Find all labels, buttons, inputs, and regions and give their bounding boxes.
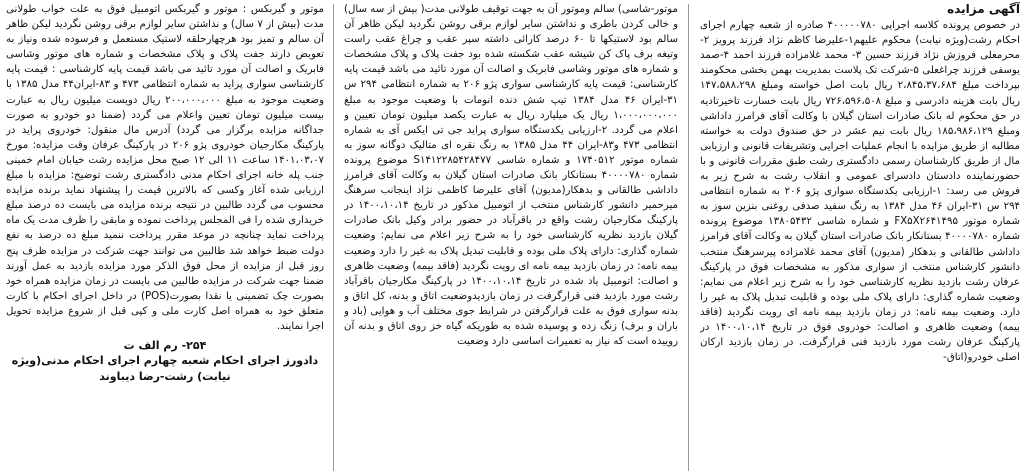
reference-number: ۲۵۴- رم الف ت — [123, 339, 207, 353]
signature-line-1: دادورز اجرای احکام شعبه چهارم اجرای احکام مدنی(ویژه — [11, 354, 319, 368]
notice-title: آگهی مزایده — [947, 2, 1020, 16]
notice-paragraph: در خصوص پرونده کلاسه اجرایی ۴۰۰۰۰۰۷۸۰ صادره از شعبه چهارم اجرای احکام رشت(ویژه نیابت) محکوم علیهم۱-علیرضا کاظم نژاد فرزند پرویز ۲-محرمعلی فروزش نژاد فرزند حسین ۳- محمد غلامزاده فرزند احمد ۴-صمد یوسفی فرزند چراغعلی ۵-شرکت تک پلاست بمدیریت بهمن بخشی محکومند بپرداخت مبلغ ۲،۸۴۵،۳۷،۶۸۴ ریال بابت اصل خواسته ومبلغ ۱۴۷،۵۸۸،۲۹۸ ریال بابت هزینه دادرسی و مبلغ ۷۲۶،۵۹۶،۵۰۸ ریال بابت خسارت تاخیرتادیه در حق محکوم له بانک صادرات استان گیلان با وکالت آقای فرامرز داداشی ومبلغ ۱۸۵،۹۸۶،۱۲۹ ریال بابت نیم عشر در حق صندوق دولت به خواسته مطالبه از طریق مزایده با انجام عملیات اجرایی وتشریفات قانونی و ارزیابی مال از طریق کارشناسان رسمی دادگستری رشت طبق مقررات قانونی و با حضورنماینده دادستان دادسرای عمومی و انقلاب رشت به شرح زیر به فروش می رسد: ۱-ارزیابی یکدستگاه سواری پژو ۲۰۶ به شماره انتظامی ۲۹۴ س ۳۱-ایران ۴۶ مدل ۱۳۸۴ به رنگ سفید صدفی روغنی بنزین سوز به شماره موتور FX۵X۲۶۴۱۴۹۵ و شماره شاسی ۱۳۸۰۵۴۳۲ موضوع پرونده شماره ۴۰۰۰۰۷۸۰ بستانکار بانک صادرات استان گیلان به وکالت آقای فرامرز داداشی طالقانی و بدهکار (مدیون) آقای محمد غلامزاده پیرسرهنگ منتخب دانشور کارشناس منتخب از سواری مذکور به مشخصات فوق در پارکینگ عرفان رشت بازدید نظریه کارشناسی خود را به شرح زیر اعلام می نمایم: وضعیت شماره گذاری: دارای پلاک ملی بوده و قابلیت تبدیل پلاک به غیر را دارد. وضعیت بیمه نامه: در زمان بازدید بیمه نامه ای رویت نگردید (فاقد بیمه) وضعیت ظاهری و اصالت: خودروی فوق در تاریخ ۱۴۰۰،۱۰،۱۴ در پارکینگ عرفان رشت مورد بازدید فنی قرارگرفت. در زمان بازدید ارکان اصلی خودرو(اتاق- — [700, 20, 1020, 364]
notice-column-3 — [6, 2, 324, 473]
notice-paragraph: موتور و گیربکس : موتور و گیربکس اتومبیل فوق به علت خواب طولانی مدت (بیش از ۷ سال) و نداشتن سایر لوازم برقی روشن نگردید لیکن ظاهر آن سالم و تمیز بود هرچهارحلقه لاستیک مستعمل و فرسوده شده ونیاز به تعویض دارند جفت پلاک و پلاک مشخصات و شماره های موتور وشاسی فابریک و اصالت آن مورد تائید می باشد قیمت پایه کارشناسی : قیمت پایه کارشناسی سواری پراید به شماره انتظامی ۴۷۳ و ۸۳-ایران۴۴ مدل ۱۳۸۵ با وضعیت موجود به مبلغ ۲۰۰،۰۰۰،۰۰۰ ریال دویست میلیون ریال به عبارت بیست میلیون تومان تعیین واعلام می گردد (ضمنا دو خودرو به صورت جداگانه مزایده برگزار می گردد) آدرس مال منقول: خودروی پراید در پارکینگ مکارجیان خودروی پژو ۲۰۶ در پارکینگ عرفان وقت مزایده: مورخ ۱۴۰۱،۰۳،۰۷ ساعت ۱۱ الی ۱۲ صبح محل مزایده رشت خیابان امام خمینی جنب پله خانه اجرای احکام مدنی دادگستری رشت توضیح: مزایده با مبلغ ارزیابی شده آغاز وکسی که بالاترین قیمت را پیشنهاد نماید برنده مزایده محسوب می گردد طالبین در نتیجه برنده مزایده می بایست ده درصد مبلغ خریداری شده را فی المجلس پرداخت نموده و مابقی را ظرف مدت یک ماه پرداخت نماید چنانچه در موعد مقرر پرداخت ننمید مبلغ ده درصد به نفع دولت ضبط خواهد شد طالبین می توانند جهت شرکت در مزایده ظرف پنج روز قبل از مزایده از محل فوق الذکر مورد مزایده بازدید به عمل آورند ضمنا جهت شرکت در مزایده طالبین می بایست در زمان مزایده همراه خود بصورت چک تضمینی یا نقدا بصورت(POS) در داخل اجرای احکام با کارت متعلق خود به همراه اصل کارت ملی و کپی قبل از شروع مزایده تحویل اجرا نمایند. — [6, 4, 324, 332]
notice-paragraph: موتور-شاسی) سالم وموتور آن به جهت توقیف طولانی مدت( بیش از سه سال) و خالی کردن باطری و نداشتن سایر لوازم برقی روشن نگردید لیکن ظاهر آن سالم بود لاستیکها تا ۶۰ درصد کارائی داشته سپر عقب و چراغ عقب راست وتیغه برف پاک کن شیشه عقب شکسته شده بود جفت پلاک و پلاک مشخصات و شماره های موتور وشاسی فابریک و اصالت آن مورد تائید می باشد قیمت پایه کارشناسی: قیمت پایه کارشناسی سواری پژو ۲۰۶ به شماره انتظامی ۲۹۴ س ۳۱-ایران ۴۶ مدل ۱۳۸۴ تیپ شش دنده انومات با وضعیت موجود به مبلغ ۱،۰۰۰،۰۰۰،۰۰۰ ریال یک میلیارد ریال به عبارت یکصد میلیون تومان تعیین و اعلام می گردد. ۲-ارزیابی یکدستگاه سواری پراید جی تی ایکس آی به شماره انتظامی ۴۷۳ و۸۳-ایران ۴۴ مدل ۱۳۸۵ به رنگ نقره ای متالیک دوگانه سوز به شماره موتور ۱۷۴۰۵۱۲ و شماره شاسی S۱۴۱۲۲۸۵۴۲۸۴۷۷ موضوع پرونده شماره ۴۰۰۰۰۷۸۰ بستانکار بانک صادرات استان گیلان به وکالت آقای فرامرز داداشی طالقانی و بدهکار(مدیون) آقای علیرضا کاظمی نژاد اینجانب سرهنگ میرحمیر دانشور کارشناس منتخب از اتومبیل مذکور در تاریخ ۱۴۰۰،۱۰،۱۴ در پارکینگ مکارجیان رشت واقع در باقرآباد در حضور برادر وکیل بانک صادرات گیلان بازدید نظریه کارشناسی خود را به شرح زیر اعلام می نمایم: وضعیت شماره گذاری: دارای پلاک ملی بوده و قابلیت تبدیل پلاک به غیر را دارد وضعیت بیمه نامه: در زمان بازدید بیمه نامه ای رویت نگردید (فاقد بیمه) وضعیت ظاهری و اصالت: اتومبیل یاد شده در تاریخ ۱۴۰۰،۱۰،۱۴ در پارکینگ مکارجیان باقرآباد رشت مورد بازدید فنی قرارگرفت در زمان بازدیدوضعیت اتاق و بدنه، کل اتاق و بدنه سواری فوق به علت قرارگرفتن در شرایط جوی مختلف آب و هوایی (باد و باران و برف) زنگ زده و پوسیده شده به طوریکه گیاه خز روی اتاق و بدنه آن روییده است که نیاز به تعمیرات اساسی دارد وضعیت — [344, 4, 678, 348]
column-divider — [688, 4, 689, 471]
notice-column-1 — [700, 2, 1020, 473]
notice-column-2 — [344, 2, 678, 473]
column-divider — [333, 4, 334, 471]
signature-line-2: نیابت) رشت-رضا دیباوند — [99, 370, 231, 384]
